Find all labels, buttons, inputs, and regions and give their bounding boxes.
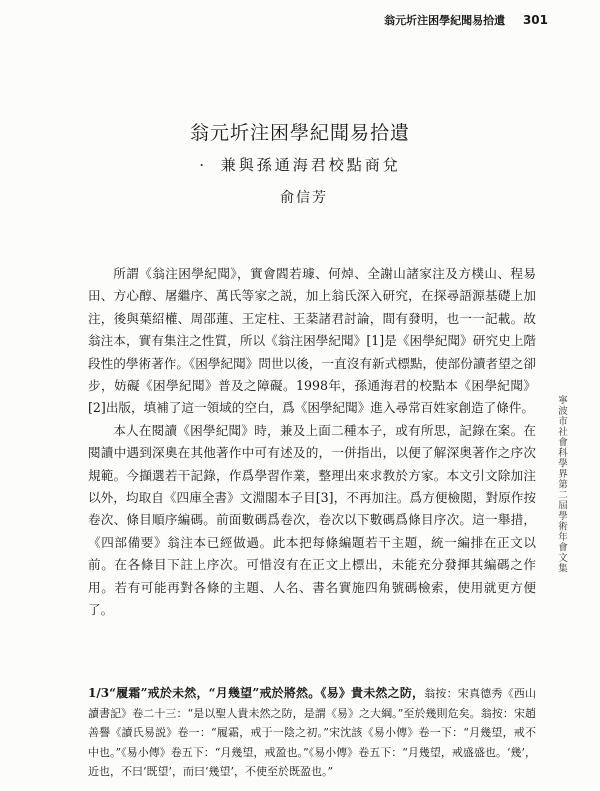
article-title: 翁元圻注困學紀聞易拾遺 (189, 122, 410, 144)
running-header (188, 12, 548, 28)
body-paragraph-1: 所謂《翁注困學紀聞》，實會閻若璩、何焯、全謝山諸家注及方樸山、程易田、方心醇、屠繼序、萬氏等家之説，加上翁氏深入研究，在探尋語源基礎上加注，後與葉紹權、周邵蓮、王定柱、王棻諸君討論，間有發明，也一一記載。故翁注本，實有集注之性質，所以《翁注困學紀聞》[1]是《困學紀聞》研究史上階段性的學術著作。《困學紀聞》問世以後，一直沒有新式標點，使部份讀者望之卻步，妨礙《困學紀聞》普及之障礙。1998年，孫通海君的校點本《困學紀聞》[2]出版，填補了這一領域的空白，爲《困學紀聞》進入尋常百姓家創造了條件。 (88, 266, 536, 416)
page-number: 301 (522, 13, 548, 27)
entry-1-3 (88, 684, 536, 782)
subtitle-mark: · (199, 156, 207, 174)
subtitle-text: 兼與孫通海君校點商兌 (220, 156, 401, 174)
body-paragraph-2: 本人在閱讀《困學紀聞》時，兼及上面二種本子，或有所思，記錄在案。在閱讀中遇到深奧在其他著作中可有述及的，一併指出，以便了解深奥著作之序次規範。今擷選若干記錄，作爲學習作業，整理出來求教於方家。本文引文除加注以外，均取自《四庫全書》文淵閣本子目[3]，不再加注。爲方便檢閲，對原作按卷次、條目順序編碼。前面數碼爲卷次，卷次以下數碼爲條目序次。這一舉措，《四部備要》翁注本已經做過。此本把每條編題若干主題，統一編排在正文以前。在各條目下註上序次。可惜沒有在正文上標出，未能充分發揮其編碼之作用。若有可能再對各條的主題、人名、書名實施四角號碼檢索，使用就更方便了。 (88, 422, 536, 618)
side-stamp: 寧波市社會科學界第二屆學術年會文集 (556, 395, 567, 574)
entry-text: 翁按：宋真德秀《西山讀書記》卷二十三：“是以聖人貴未然之防，是謂《易》之大綱。”至於幾則危矣。翁按：宋趙善譽《讀氏易説》卷一：“履霜，戒于一陰之初。”宋沈該《易小傳》卷一下：“月幾望，戒不中也。”《易小傳》卷五下：“月幾望，戒盈也。”《易小傳》卷五下：“月幾望，戒盛盛也。‘幾’，近也，不曰‘既望’，而曰‘幾望’，不使至於既盈也。” (88, 687, 536, 778)
entry-heading: 1/3“履霜”戒於未然，“月幾望”戒於將然。《易》貴未然之防， (88, 686, 425, 700)
running-title: 翁元圻注困學紀聞易拾遺 (384, 14, 506, 27)
body-text (88, 263, 536, 622)
author-name: 俞信芳 (280, 190, 328, 206)
article-subtitle (0, 154, 600, 175)
